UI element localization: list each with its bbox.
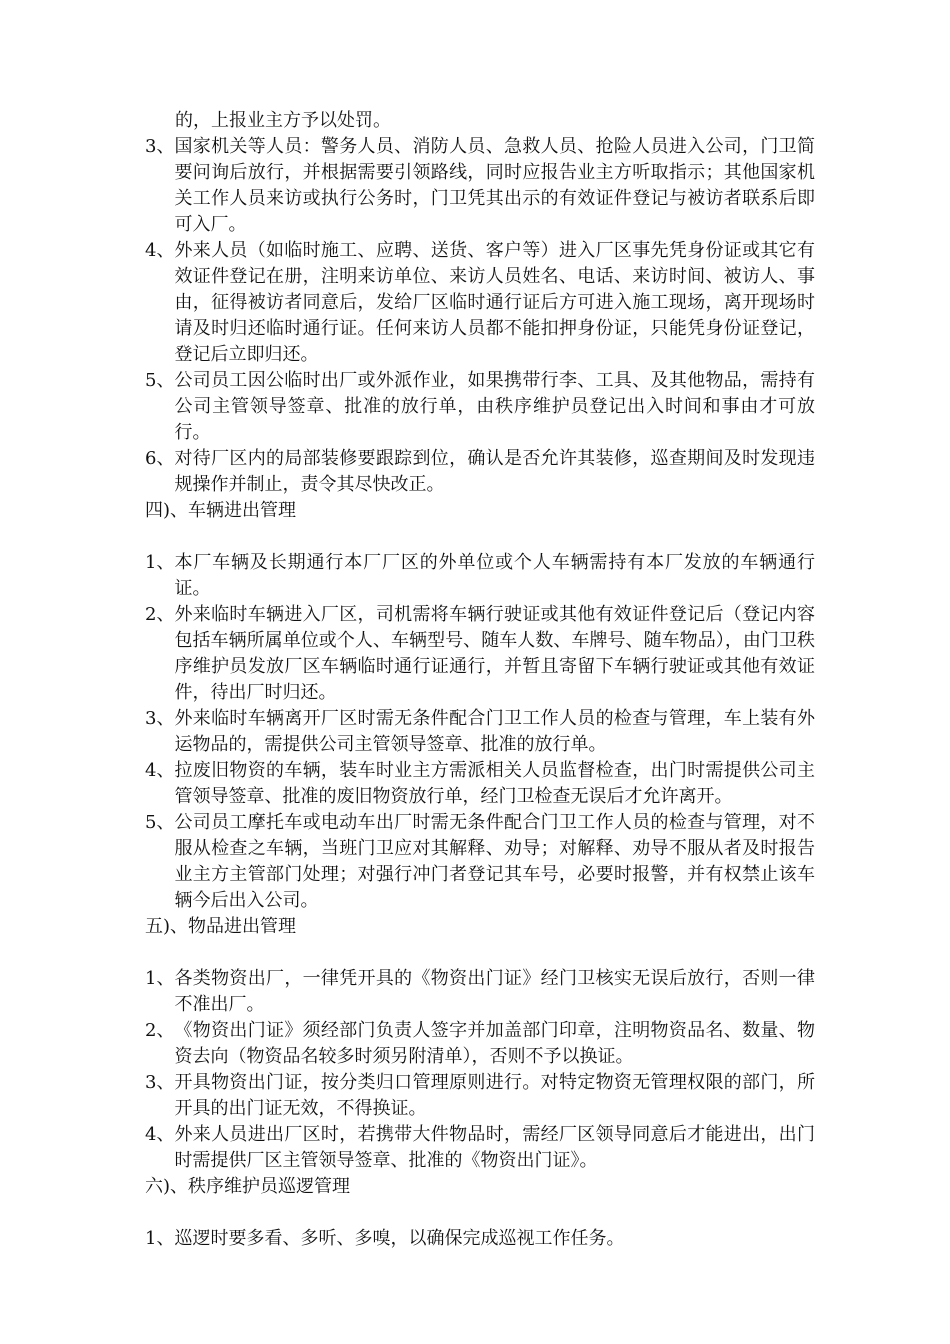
item-number: 5、 (145, 370, 175, 391)
item-number: 1、 (145, 552, 175, 573)
list-item (145, 446, 815, 498)
list-item (145, 758, 815, 810)
item-number: 1、 (145, 968, 175, 989)
item-text: 《物资出门证》须经部门负责人签字并加盖部门印章，注明物资品名、数量、物资去向（物资品名较多时须另附清单），否则不予以换证。 (174, 1020, 815, 1067)
list-item (145, 1018, 815, 1070)
item-text: 外来人员进出厂区时，若携带大件物品时，需经厂区领导同意后才能进出，出门时需提供厂区主管领导签章、批准的《物资出门证》。 (174, 1124, 815, 1171)
item-text: 各类物资出厂，一律凭开具的《物资出门证》经门卫核实无误后放行，否则一律不准出厂。 (174, 968, 815, 1015)
item-number: 4、 (145, 240, 175, 261)
list-item (145, 810, 815, 914)
item-text: 本厂车辆及长期通行本厂厂区的外单位或个人车辆需持有本厂发放的车辆通行证。 (174, 552, 815, 599)
item-text: 公司员工摩托车或电动车出厂时需无条件配合门卫工作人员的检查与管理，对不服从检查之车辆，当班门卫应对其解释、劝导；对解释、劝导不服从者及时报告业主方主管部门处理；对强行冲门者登记其车号，必要时报警，并有权禁止该车辆今后出入公司。 (174, 812, 815, 911)
continuation-text: 的，上报业主方予以处罚。 (175, 110, 391, 131)
list-item (145, 1226, 815, 1252)
item-number: 6、 (145, 448, 175, 469)
list-item (145, 368, 815, 446)
item-number: 1、 (145, 1228, 175, 1249)
item-text: 国家机关等人员：警务人员、消防人员、急救人员、抢险人员进入公司，门卫简要问询后放行，并根据需要引领路线，同时应报告业主方听取指示；其他国家机关工作人员来访或执行公务时，门卫凭其出示的有效证件登记与被访者联系后即可入厂。 (174, 136, 815, 235)
item-text: 公司员工因公临时出厂或外派作业，如果携带行李、工具、及其他物品，需持有公司主管领导签章、批准的放行单，由秩序维护员登记出入时间和事由才可放行。 (174, 370, 815, 443)
document-body (145, 108, 815, 1252)
list-item (145, 602, 815, 706)
list-item (145, 134, 815, 238)
section-heading-patrol: 六)、秩序维护员巡逻管理 (145, 1176, 351, 1197)
item-text: 外来临时车辆进入厂区，司机需将车辆行驶证或其他有效证件登记后（登记内容包括车辆所属单位或个人、车辆型号、随车人数、车牌号、随车物品），由门卫秩序维护员发放厂区车辆临时通行证通行，并暂且寄留下车辆行驶证或其他有效证件，待出厂时归还。 (174, 604, 815, 703)
item-number: 3、 (145, 136, 175, 157)
list-item (145, 238, 815, 368)
item-number: 3、 (145, 1072, 175, 1093)
item-text: 拉废旧物资的车辆，装车时业主方需派相关人员监督检查，出门时需提供公司主管领导签章、批准的废旧物资放行单，经门卫检查无误后才允许离开。 (174, 760, 815, 807)
item-number: 4、 (145, 1124, 175, 1145)
item-text: 对待厂区内的局部装修要跟踪到位，确认是否允许其装修，巡查期间及时发现违规操作并制止，责令其尽快改正。 (174, 448, 815, 495)
spacer (145, 1200, 815, 1226)
list-item (145, 966, 815, 1018)
spacer (145, 524, 815, 550)
item-number: 5、 (145, 812, 175, 833)
list-item (145, 550, 815, 602)
item-number: 2、 (145, 604, 175, 625)
item-text: 开具物资出门证，按分类归口管理原则进行。对特定物资无管理权限的部门，所开具的出门证无效，不得换证。 (174, 1072, 815, 1119)
spacer (145, 940, 815, 966)
item-number: 2、 (145, 1020, 175, 1041)
item-number: 3、 (145, 708, 175, 729)
list-item (145, 1122, 815, 1174)
list-item (145, 706, 815, 758)
item-number: 4、 (145, 760, 175, 781)
section-heading-goods: 五)、物品进出管理 (145, 916, 297, 937)
list-item (145, 1070, 815, 1122)
item-text: 外来人员（如临时施工、应聘、送货、客户等）进入厂区事先凭身份证或其它有效证件登记在册，注明来访单位、来访人员姓名、电话、来访时间、被访人、事由，征得被访者同意后，发给厂区临时通行证后方可进入施工现场，离开现场时请及时归还临时通行证。任何来访人员都不能扣押身份证，只能凭身份证登记，登记后立即归还。 (174, 240, 815, 365)
item-text: 外来临时车辆离开厂区时需无条件配合门卫工作人员的检查与管理，车上装有外运物品的，需提供公司主管领导签章、批准的放行单。 (174, 708, 815, 755)
section-heading-vehicles: 四)、车辆进出管理 (145, 500, 297, 521)
item-text: 巡逻时要多看、多听、多嗅，以确保完成巡视工作任务。 (174, 1228, 625, 1249)
